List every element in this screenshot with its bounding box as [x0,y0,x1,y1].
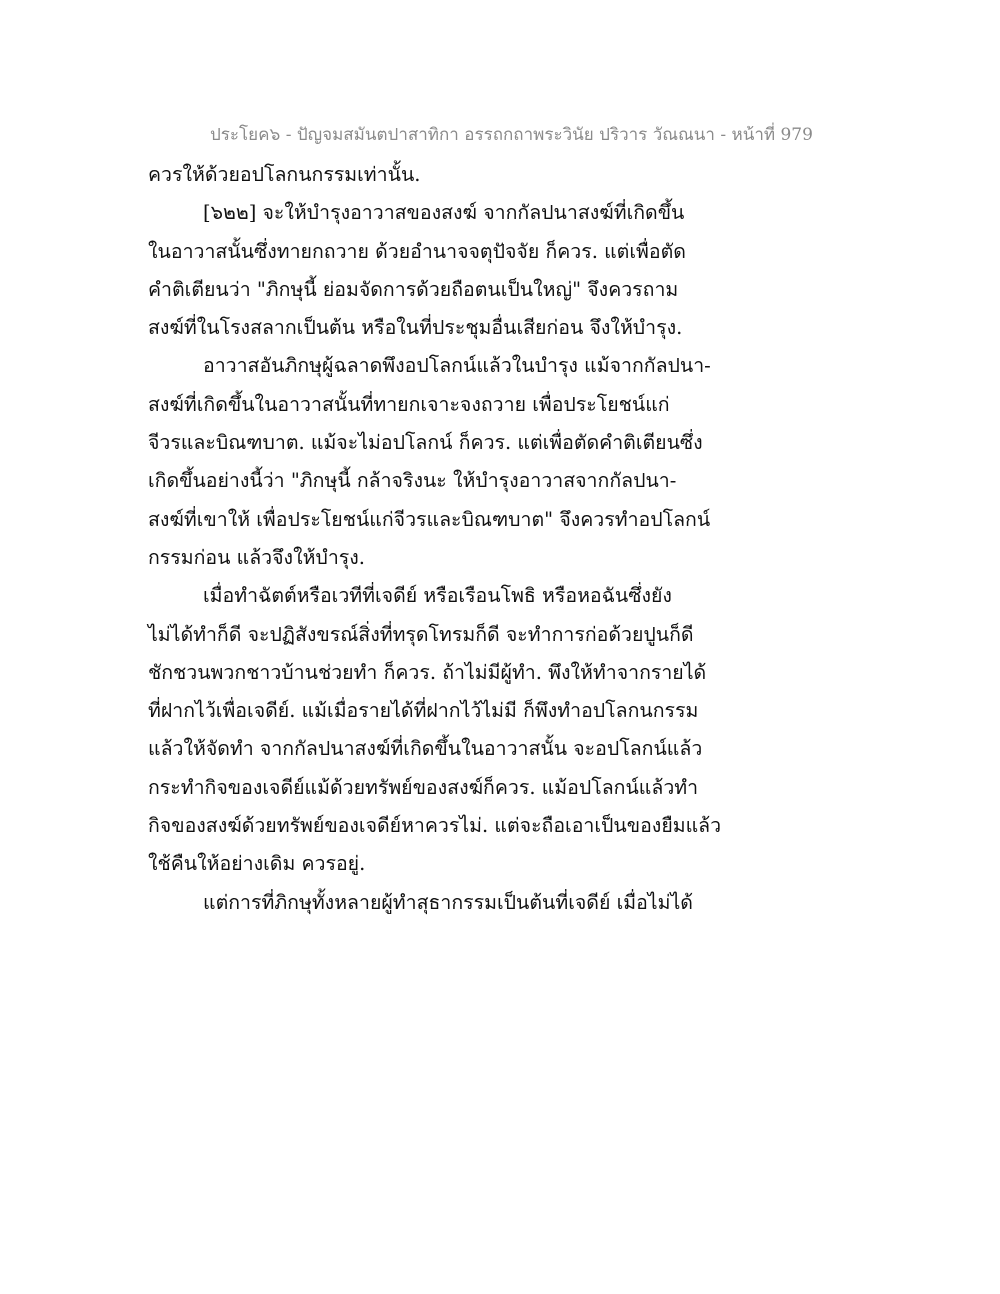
text-line: สงฆ์ที่ในโรงสลากเป็นต้น หรือในที่ประชุมอื่นเสียก่อน จึงให้บำรุง. [148,316,683,340]
text-line: ใช้คืนให้อย่างเดิม ควรอยู่. [148,852,366,876]
text-line: กระทำกิจของเจดีย์แม้ด้วยทรัพย์ของสงฆ์ก็ควร. แม้อปโลกน์แล้วทำ [148,775,699,799]
body-text [148,156,768,922]
running-header: ประโยค๖ - ปัญจมสมันตปาสาทิกา อรรถกถาพระวินัย ปริวาร วัณณนา - หน้าที่ 979 [210,125,813,145]
text-line: กรรมก่อน แล้วจึงให้บำรุง. [148,545,365,569]
text-line: ที่ฝากไว้เพื่อเจดีย์. แม้เมื่อรายได้ที่ฝากไว้ไม่มี ก็พึงทำอปโลกนกรรม [148,699,699,723]
paragraph-start-line: อาวาสอันภิกษุผู้ฉลาดพึงอปโลกน์แล้วในบำรุง แม้จากกัลปนา- [203,354,711,378]
paragraph-start-line: เมื่อทำฉัตต์หรือเวทีที่เจดีย์ หรือเรือนโพธิ หรือหอฉันซึ่งยัง [203,584,672,608]
text-line: กิจของสงฆ์ด้วยทรัพย์ของเจดีย์หาควรไม่. แต่จะถือเอาเป็นของยืมแล้ว [148,814,722,838]
paragraph-start-line: แต่การที่ภิกษุทั้งหลายผู้ทำสุธากรรมเป็นต้นที่เจดีย์ เมื่อไม่ได้ [203,890,693,914]
text-line: คำติเตียนว่า "ภิกษุนี้ ย่อมจัดการด้วยถือตนเป็นใหญ่" จึงควรถาม [148,277,679,301]
text-line: สงฆ์ที่เขาให้ เพื่อประโยชน์แก่จีวรและบิณฑบาต" จึงควรทำอปโลกน์ [148,507,711,531]
text-line: จีวรและบิณฑบาต. แม้จะไม่อปโลกน์ ก็ควร. แต่เพื่อตัดคำติเตียนซึ่ง [148,431,703,455]
text-line: ชักชวนพวกชาวบ้านช่วยทำ ก็ควร. ถ้าไม่มีผู้ทำ. พึงให้ทำจากรายได้ [148,660,707,684]
text-line: ไม่ได้ทำก็ดี จะปฏิสังขรณ์สิ่งที่ทรุดโทรมก็ดี จะทำการก่อด้วยปูนก็ดี [148,622,694,646]
text-line: ควรให้ด้วยอปโลกนกรรมเท่านั้น. [148,163,421,186]
text-line: ในอาวาสนั้นซึ่งทายกถวาย ด้วยอำนาจจตุปัจจัย ก็ควร. แต่เพื่อตัด [148,239,686,263]
paragraph-start-line: [๖๒๒] จะให้บำรุงอาวาสของสงฆ์ จากกัลปนาสงฆ์ที่เกิดขึ้น [203,201,685,225]
text-line: เกิดขึ้นอย่างนี้ว่า "ภิกษุนี้ กล้าจริงนะ ให้บำรุงอาวาสจากกัลปนา- [148,469,677,493]
text-line: แล้วให้จัดทำ จากกัลปนาสงฆ์ที่เกิดขึ้นในอาวาสนั้น จะอปโลกน์แล้ว [148,737,703,761]
text-line: สงฆ์ที่เกิดขึ้นในอาวาสนั้นที่ทายกเจาะจงถวาย เพื่อประโยชน์แก่ [148,392,670,416]
